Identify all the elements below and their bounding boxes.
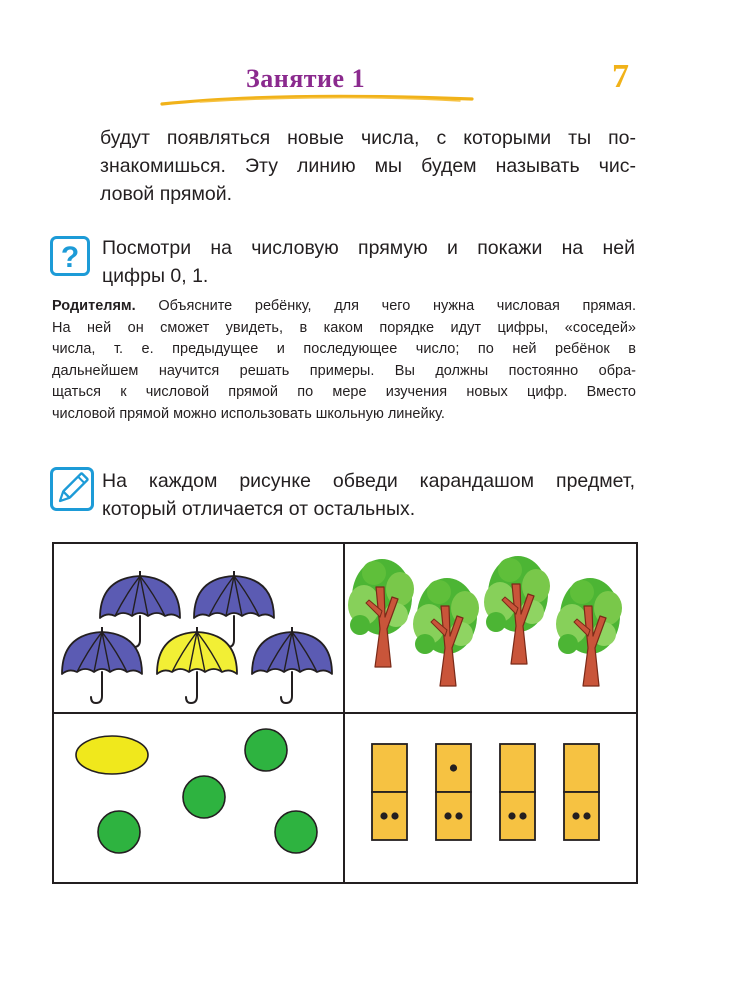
question-mark-icon [50, 236, 90, 276]
parents-label: Родителям. [52, 298, 136, 314]
parents-line: щаться к числовой прямой по мере изучения новых цифр. Вместо [52, 384, 636, 400]
lesson-title: Занятие 1 [246, 64, 366, 93]
intro-line: ловой прямой. [100, 183, 233, 205]
domino [372, 744, 407, 840]
parents-line: На ней он сможет увидеть, в каком порядке идут цифры, «соседей» [52, 319, 636, 336]
green-circle [98, 811, 140, 853]
parents-note [52, 296, 636, 425]
parents-first-line [52, 296, 636, 318]
green-circle [183, 776, 225, 818]
question-text [102, 234, 635, 290]
domino [500, 744, 535, 840]
parents-line: числовой прямой можно использовать школьную линейку. [52, 405, 445, 422]
parents-first-line-text: Объясните ребёнку, для чего нужна числовая прямая. [135, 298, 636, 314]
intro-paragraph [100, 124, 636, 208]
page-number: 7 [612, 58, 629, 95]
svg-text:?: ? [60, 241, 80, 274]
domino [436, 744, 471, 840]
parents-line: числа, т. е. предыдущее и последующее число; по ней ребёнок в [52, 341, 636, 357]
domino [564, 744, 599, 840]
title-underline [160, 92, 480, 108]
pencil-icon [50, 467, 94, 511]
green-circle [245, 729, 287, 771]
parents-line: дальнейшем научится решать примеры. Вы должны постоянно обра- [52, 362, 636, 379]
task-line: На каждом рисунке обведи карандашом предмет, [102, 470, 635, 492]
yellow-oval [76, 736, 148, 774]
puzzle-grid [52, 542, 638, 884]
task-line: который отличается от остальных. [102, 498, 416, 520]
task-text [102, 467, 635, 523]
intro-line: знакомишься. Эту линию мы будем называть чис- [100, 155, 636, 177]
green-circle [275, 811, 317, 853]
question-line: Посмотри на числовую прямую и покажи на ней [102, 237, 635, 259]
question-line: цифры 0, 1. [102, 265, 209, 287]
intro-line: будут появляться новые числа, с которыми ты по- [100, 127, 636, 149]
